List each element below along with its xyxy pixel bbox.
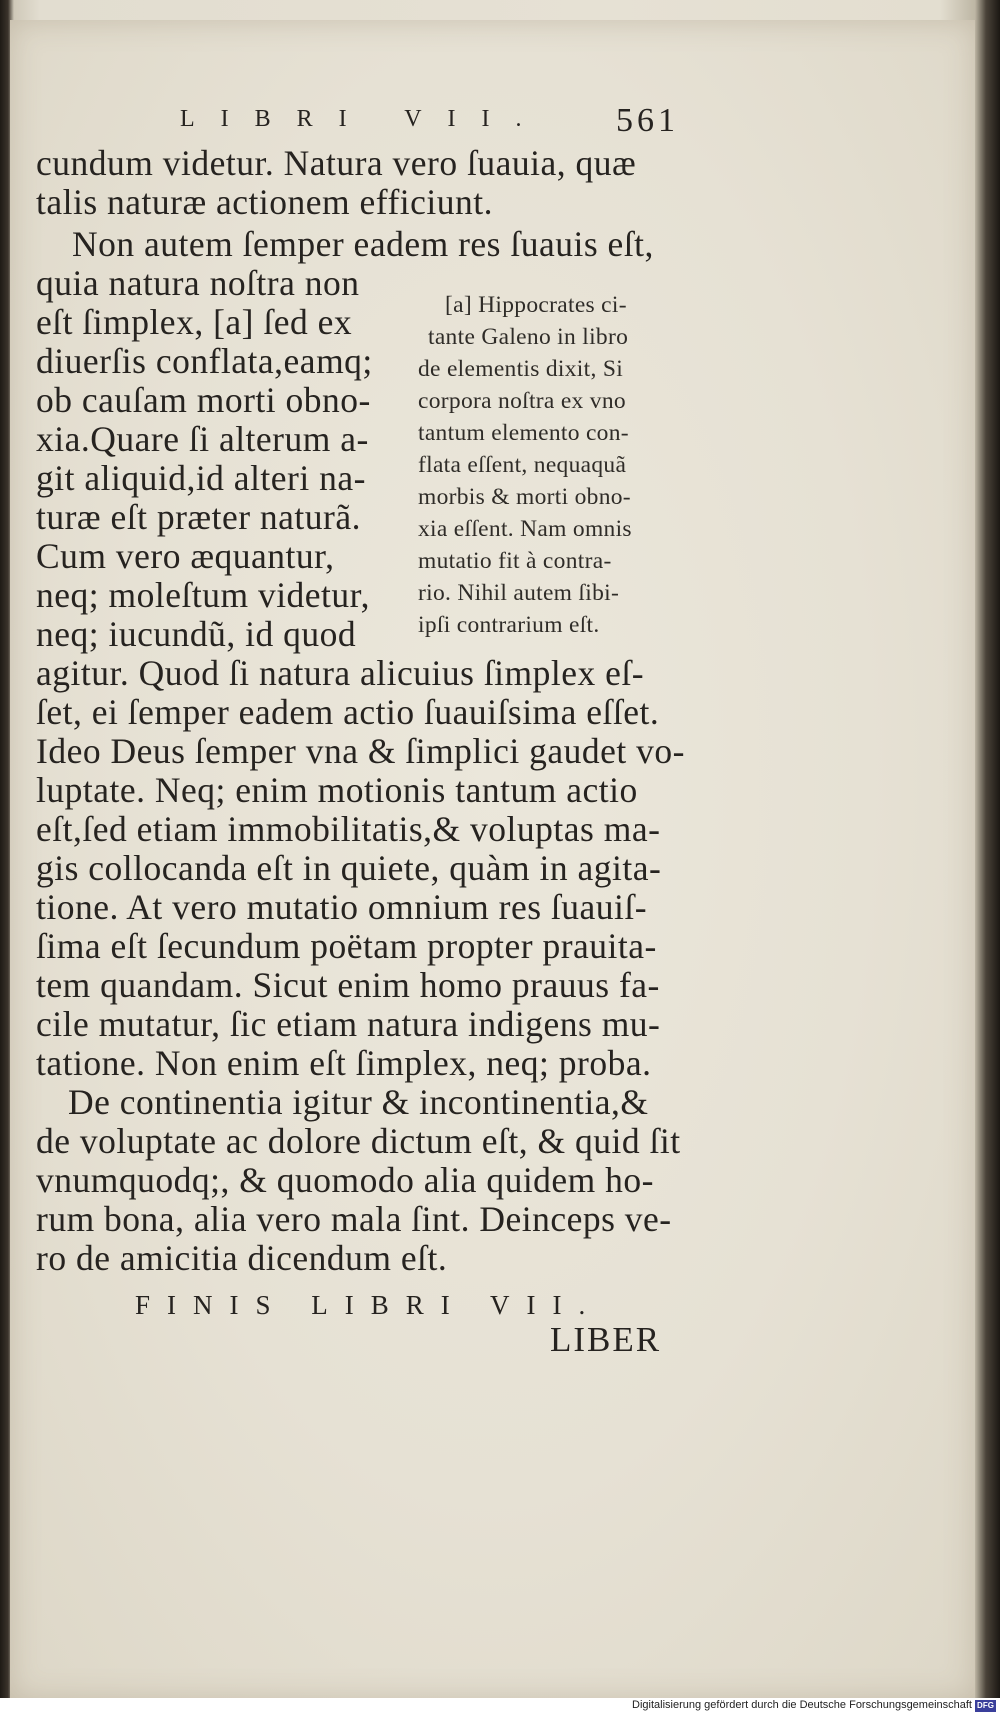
text-line: eſt ſimplex, [a] ſed ex xyxy=(36,302,353,342)
note-line: flata eſſent, nequaquã xyxy=(418,452,627,478)
text-line: agitur. Quod ſi natura alicuius ſimplex eſ- xyxy=(36,653,645,693)
note-line: de elementis dixit, Si xyxy=(418,356,624,382)
note-line: morbis & morti obno- xyxy=(418,484,631,510)
note-line: [a] Hippocrates ci- xyxy=(445,292,627,318)
text-line: ro de amicitia dicendum eſt. xyxy=(36,1238,448,1278)
page-number: 561 xyxy=(616,102,679,139)
note-line: rio. Nihil autem ſibi- xyxy=(418,580,620,606)
text-line: eſt,ſed etiam immobilitatis,& voluptas ma- xyxy=(36,809,661,849)
text-line: git aliquid,id alteri na- xyxy=(36,458,366,498)
text-line: Non autem ſemper eadem res ſuauis eſt, xyxy=(72,224,654,264)
text-line: tatione. Non enim eſt ſimplex, neq; proba. xyxy=(36,1043,652,1083)
text-line: neq; iucundũ, id quod xyxy=(36,614,357,654)
text-line: De continentia igitur & incontinentia,& xyxy=(68,1082,649,1122)
text-line: ſima eſt ſecundum poëtam propter prauita- xyxy=(36,926,657,966)
funding-credit: Digitalisierung gefördert durch die Deutsche Forschungsgemeinschaft xyxy=(632,1699,972,1711)
text-line: Cum vero æquantur, xyxy=(36,536,335,576)
text-line: cile mutatur, ſic etiam natura indigens mu- xyxy=(36,1004,661,1044)
dfg-logo: DFG xyxy=(975,1700,996,1712)
text-line: tem quandam. Sicut enim homo prauus fa- xyxy=(36,965,660,1005)
text-line: ob cauſam morti obno- xyxy=(36,380,371,420)
text-line: tione. At vero mutatio omnium res ſuauiſ- xyxy=(36,887,648,927)
note-line: tantum elemento con- xyxy=(418,420,629,446)
note-line: corpora noſtra ex vno xyxy=(418,388,626,414)
text-line: gis collocanda eſt in quiete, quàm in agita- xyxy=(36,848,662,888)
text-line: de voluptate ac dolore dictum eſt, & quid ſit xyxy=(36,1121,681,1161)
text-line: quia natura noſtra non xyxy=(36,263,360,303)
text-line: turæ eſt præter naturã. xyxy=(36,497,361,537)
note-line: xia eſſent. Nam omnis xyxy=(418,516,632,542)
text-line: talis naturæ actionem efficiunt. xyxy=(36,182,493,222)
note-line: mutatio fit à contra- xyxy=(418,548,612,574)
text-line: luptate. Neq; enim motionis tantum actio xyxy=(36,770,638,810)
text-line: xia.Quare ſi alterum a- xyxy=(36,419,369,459)
text-line: ſet, ei ſemper eadem actio ſuauiſsima eſſet. xyxy=(36,692,660,732)
text-line: neq; moleſtum videtur, xyxy=(36,575,370,615)
text-line: vnumquodq;, & quomodo alia quidem ho- xyxy=(36,1160,654,1200)
note-line: tante Galeno in libro xyxy=(428,324,629,350)
book-end-heading: FINIS LIBRI VII. xyxy=(135,1290,603,1320)
book-page xyxy=(10,20,975,1700)
text-line: rum bona, alia vero mala ſint. Deinceps ve- xyxy=(36,1199,672,1239)
catchword: LIBER xyxy=(550,1320,662,1359)
note-line: ipſi contrarium eſt. xyxy=(418,612,600,638)
digitization-footer xyxy=(0,1698,1000,1715)
text-line: Ideo Deus ſemper vna & ſimplici gaudet vo- xyxy=(36,731,685,771)
running-title: LIBRI VII. xyxy=(180,106,548,132)
text-line: cundum videtur. Natura vero ſuauia, quæ xyxy=(36,143,637,183)
text-line: diuerſis conflata,eamq; xyxy=(36,341,373,381)
